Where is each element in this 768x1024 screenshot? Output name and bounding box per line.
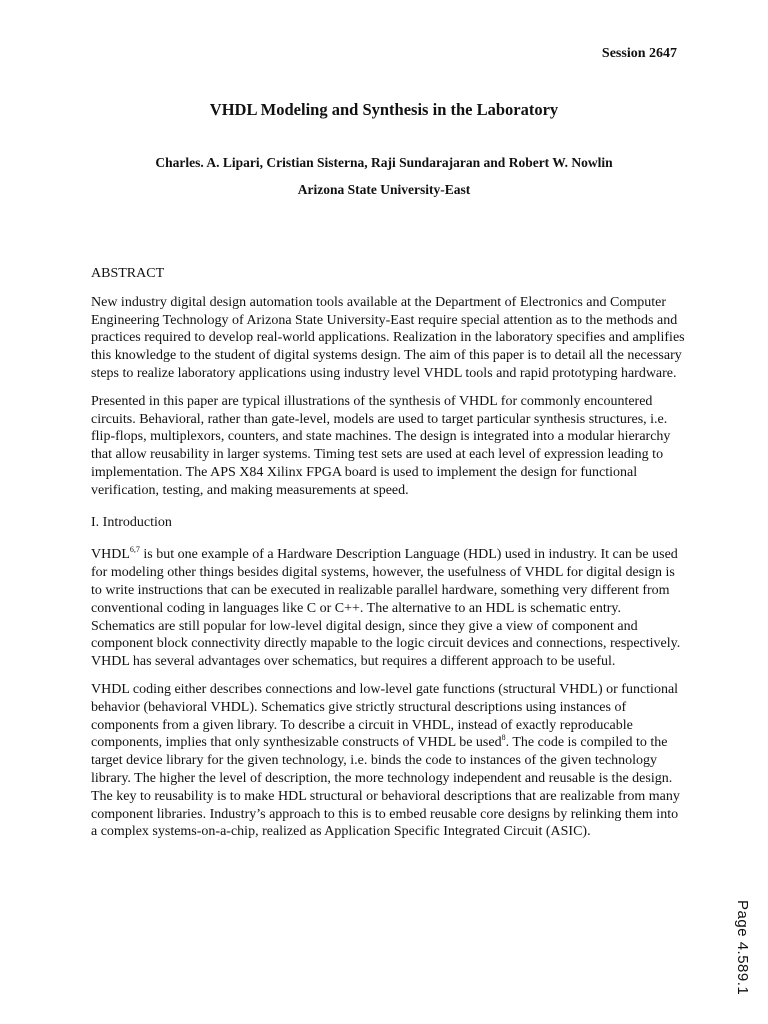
- paper-body: [91, 265, 687, 851]
- citation-superscript: 6,7: [129, 545, 140, 555]
- introduction-paragraph-1: [91, 546, 687, 671]
- paragraph-text: is but one example of a Hardware Description Language (HDL) used in industry. It can be used for modeling other things besides digital systems, however, the usefulness of VHDL for digital design is to write instructions that can be executed in realizable parallel hardware, something very different from conventional coding in languages like C or C++. The alternative to an HDL is schematic entry. Schematics are still popular for low-level digital design, since they give a view of component and component block connectivity directly mapable to the logic circuit devices and connections, respectively. VHDL has several advantages over schematics, but requires a different approach to be useful.: [91, 547, 681, 670]
- introduction-paragraph-2: [91, 681, 687, 841]
- author-list: Charles. A. Lipari, Cristian Sisterna, Raji Sundarajaran and Robert W. Nowlin: [155, 155, 613, 170]
- vhdl-term: VHDL: [91, 547, 130, 563]
- paragraph-text: . The code is compiled to the target device library for the given technology, i.e. binds the code to instances of the given technology library. The higher the level of description, the more technology independent and reusable is the design. The key to reusability is to make HDL structural or behavioral descriptions that are realizable from many component libraries. Industry’s approach to this is to embed reusable core designs by relinking them into a complex systems-on-a-chip, realized as Application Specific Integrated Circuit (ASIC).: [91, 735, 680, 840]
- affiliation: Arizona State University-East: [297, 182, 471, 197]
- citation-superscript: 8: [501, 733, 506, 743]
- session-number: Session 2647: [601, 46, 677, 61]
- abstract-paragraph-1: New industry digital design automation tools available at the Department of Electronics and Computer Engineering Technology of Arizona State University-East require special attention as to the methods and practices required to develop real-world applications. Realization in the laboratory specifies and amplifies this knowledge to the student of digital systems design. The aim of this paper is to detail all the necessary steps to realize laboratory applications using industry level VHDL tools and rapid prototyping hardware.: [91, 294, 685, 381]
- paragraph-text: VHDL coding either describes connections and low-level gate functions (structural VHDL) or functional behavior (behavioral VHDL). Schematics give strictly structural descriptions using instances of components from a given library. To describe a circuit in VHDL, instead of exactly reproducable components, implies that only synthesizable constructs of VHDL be used: [91, 681, 679, 751]
- paper-title: VHDL Modeling and Synthesis in the Laboratory: [209, 100, 559, 119]
- page-number: Page 4.589.1: [734, 900, 751, 996]
- introduction-heading: I. Introduction: [91, 514, 172, 530]
- abstract-paragraph-2: Presented in this paper are typical illustrations of the synthesis of VHDL for commonly encountered circuits. Behavioral, rather than gate-level, models are used to target particular synthesis structures, i.e. flip-flops, multiplexors, counters, and state machines. The design is integrated into a modular hierarchy that allow reusability in larger systems. Timing test sets are used at each level of expression leading to implementation. The APS X84 Xilinx FPGA board is used to implement the design for functional verification, testing, and making measurements at speed.: [91, 393, 671, 498]
- abstract-heading: ABSTRACT: [91, 266, 165, 281]
